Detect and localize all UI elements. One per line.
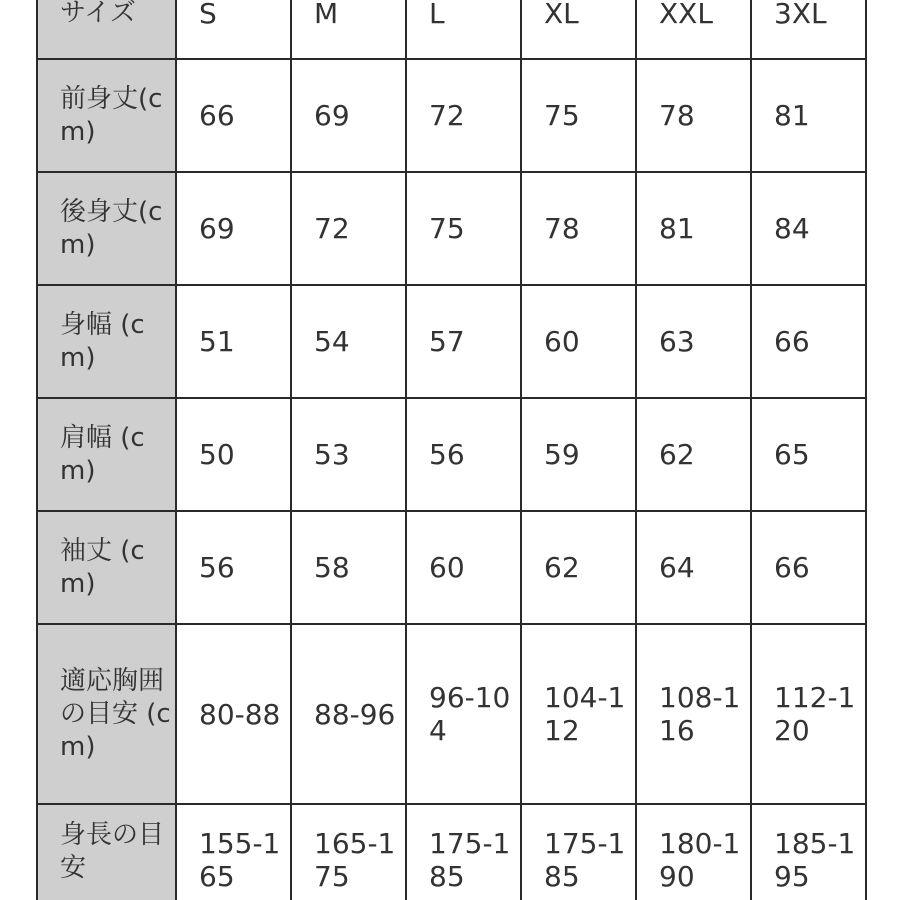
- row-header-sleeve-length: 袖丈 (cm): [37, 511, 176, 624]
- table-row-back-length: [37, 172, 866, 285]
- table-row-front-length: [37, 59, 866, 172]
- size-cell: XXL: [636, 0, 751, 59]
- size-cell: 3XL: [751, 0, 866, 59]
- table-row-height-guide: [37, 804, 866, 900]
- table-cell: 84: [751, 172, 866, 285]
- table-row-body-width: [37, 285, 866, 398]
- size-chart-table: [36, 0, 867, 900]
- table-cell: 54: [291, 285, 406, 398]
- table-cell: 66: [176, 59, 291, 172]
- table-cell: 175-185: [521, 804, 636, 900]
- table-cell: 104-112: [521, 624, 636, 804]
- table-cell: 108-116: [636, 624, 751, 804]
- table-cell: 59: [521, 398, 636, 511]
- table-cell: 50: [176, 398, 291, 511]
- row-header-height-guide: 身長の目安: [37, 804, 176, 900]
- table-cell: 69: [291, 59, 406, 172]
- row-header-front-length: 前身丈(cm): [37, 59, 176, 172]
- table-cell: 72: [291, 172, 406, 285]
- table-cell: 81: [751, 59, 866, 172]
- table-cell: 56: [176, 511, 291, 624]
- table-cell: 175-185: [406, 804, 521, 900]
- size-cell: S: [176, 0, 291, 59]
- table-cell: 60: [521, 285, 636, 398]
- table-cell: 58: [291, 511, 406, 624]
- size-cell: L: [406, 0, 521, 59]
- table-cell: 66: [751, 511, 866, 624]
- table-row-chest-guide: [37, 624, 866, 804]
- table-row-sleeve-length: [37, 511, 866, 624]
- table-cell: 60: [406, 511, 521, 624]
- size-cell: XL: [521, 0, 636, 59]
- row-header-back-length: 後身丈(cm): [37, 172, 176, 285]
- table-cell: 69: [176, 172, 291, 285]
- table-cell: 78: [521, 172, 636, 285]
- table-cell: 62: [521, 511, 636, 624]
- row-header-shoulder-width: 肩幅 (cm): [37, 398, 176, 511]
- table-cell: 180-190: [636, 804, 751, 900]
- row-header-chest-guide: 適応胸囲の目安 (cm): [37, 624, 176, 804]
- table-cell: 62: [636, 398, 751, 511]
- table-cell: 78: [636, 59, 751, 172]
- table-cell: 65: [751, 398, 866, 511]
- table-cell: 57: [406, 285, 521, 398]
- table-row-shoulder-width: [37, 398, 866, 511]
- row-header-size: サイズ: [37, 0, 176, 59]
- table-cell: 63: [636, 285, 751, 398]
- table-cell: 112-120: [751, 624, 866, 804]
- table-cell: 72: [406, 59, 521, 172]
- table-cell: 51: [176, 285, 291, 398]
- table-cell: 56: [406, 398, 521, 511]
- table-cell: 75: [406, 172, 521, 285]
- table-cell: 66: [751, 285, 866, 398]
- table-cell: 155-165: [176, 804, 291, 900]
- row-header-body-width: 身幅 (cm): [37, 285, 176, 398]
- table-cell: 81: [636, 172, 751, 285]
- table-cell: 96-104: [406, 624, 521, 804]
- table-cell: 75: [521, 59, 636, 172]
- table-row-size: [37, 0, 866, 59]
- table-cell: 53: [291, 398, 406, 511]
- table-cell: 88-96: [291, 624, 406, 804]
- table-cell: 80-88: [176, 624, 291, 804]
- table-cell: 185-195: [751, 804, 866, 900]
- table-cell: 165-175: [291, 804, 406, 900]
- table-cell: 64: [636, 511, 751, 624]
- size-cell: M: [291, 0, 406, 59]
